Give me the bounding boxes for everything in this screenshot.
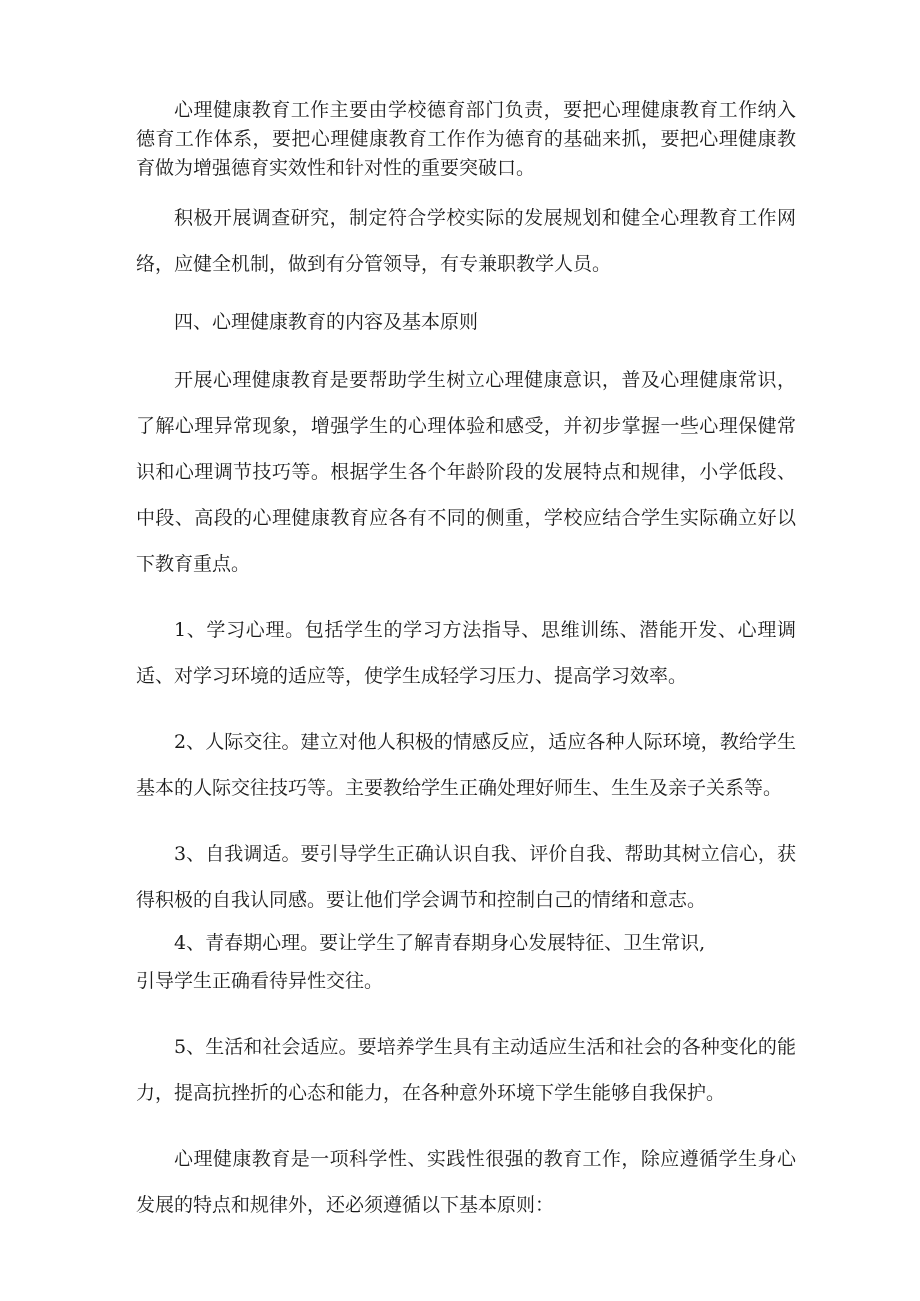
- paragraph-research: 积极开展调查研究，制定符合学校实际的发展规划和健全心理教育工作网络，应健全机制，做到有分管领导，有专兼职教学人员。: [136, 207, 796, 275]
- paragraph-principles-intro: 心理健康教育是一项科学性、实践性很强的教育工作，除应遵循学生身心发展的特点和规律外，还必须遵循以下基本原则：: [136, 1148, 796, 1216]
- list-item-learning: 1、学习心理。包括学生的学习方法指导、思维训练、潜能开发、心理调适、对学习环境的适应等，使学生成轻学习压力、提高学习效率。: [136, 619, 796, 687]
- list-item-social-adaptation: 5、生活和社会适应。要培养学生具有主动适应生活和社会的各种变化的能力，提高抗挫折的心态和能力，在各种意外环境下学生能够自我保护。: [136, 1036, 796, 1104]
- paragraph-responsibility: 心理健康教育工作主要由学校德育部门负责，要把心理健康教育工作纳入德育工作体系，要把心理健康教育工作作为德育的基础来抓，要把心理健康教育做为增强德育实效性和针对性的重要突破口。: [136, 99, 796, 179]
- section-heading-4: 四、心理健康教育的内容及基本原则: [174, 311, 479, 333]
- list-item-interpersonal: 2、人际交往。建立对他人积极的情感反应，适应各种人际环境，教给学生基本的人际交往技巧等。主要教给学生正确处理好师生、生生及亲子关系等。: [136, 731, 796, 799]
- list-item-adolescence-line1: 4、青春期心理。要让学生了解青春期身心发展特征、卫生常识,: [174, 932, 706, 954]
- list-item-adolescence-line2: 引导学生正确看待异性交往。: [136, 970, 384, 992]
- paragraph-content-overview: 开展心理健康教育是要帮助学生树立心理健康意识，普及心理健康常识，了解心理异常现象，增强学生的心理体验和感受，并初步掌握一些心理保健常识和心理调节技巧等。根据学生各个年龄阶段的发展特点和规律，小学低段、中段、高段的心理健康教育应各有不同的侧重，学校应结合学生实际确立好以下教育重点。: [136, 369, 796, 575]
- document-page: [136, 96, 796, 1228]
- list-item-self-adjustment: 3、自我调适。要引导学生正确认识自我、评价自我、帮助其树立信心，获得积极的自我认同感。要让他们学会调节和控制白己的情绪和意志。: [136, 843, 796, 911]
